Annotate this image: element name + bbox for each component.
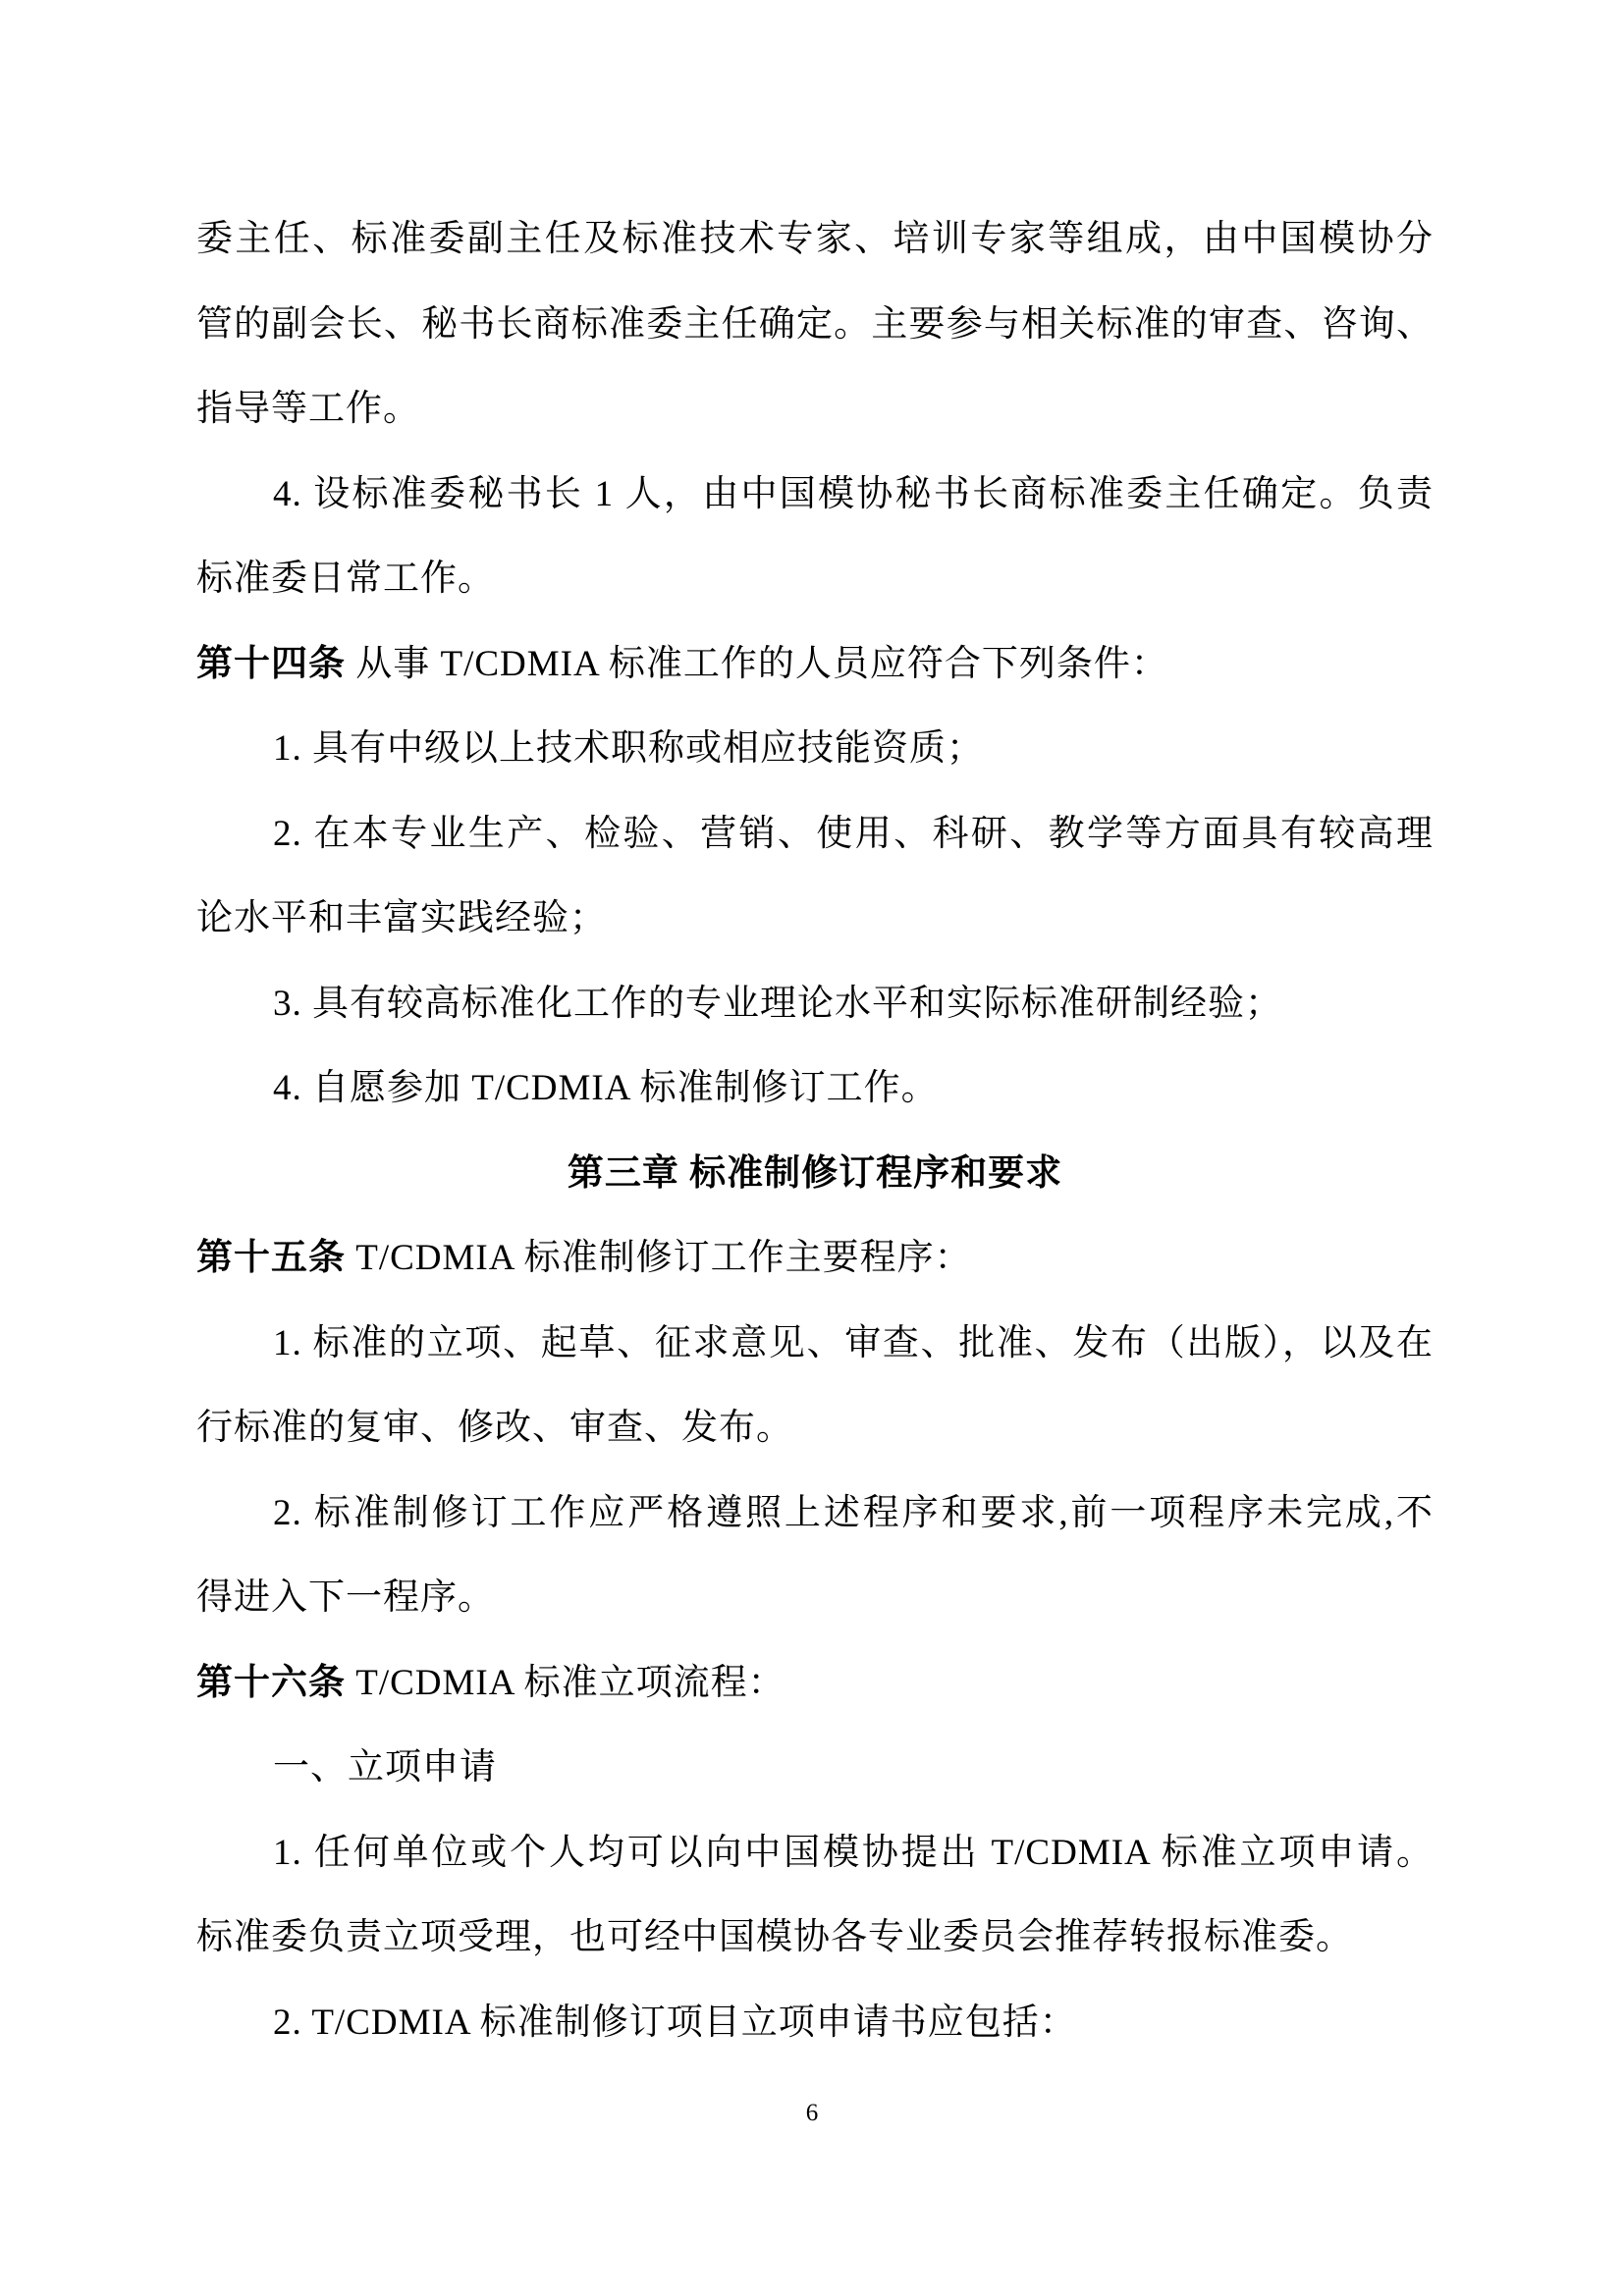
text-line bbox=[196, 1811, 1434, 1896]
text-line bbox=[196, 1556, 1434, 1641]
article-number: 第十五条 bbox=[196, 1238, 346, 1278]
text-line bbox=[196, 197, 1434, 283]
text-line bbox=[196, 1471, 1434, 1557]
line-text: 指导等工作。 bbox=[196, 389, 420, 429]
line-text: 2. 标准制修订工作应严格遵照上述程序和要求,前一项程序未完成,不 bbox=[273, 1492, 1434, 1533]
line-text: T/CDMIA 标准制修订工作主要程序： bbox=[346, 1238, 972, 1278]
line-text: 委主任、标准委副主任及标准技术专家、培训专家等组成，由中国模协分 bbox=[196, 219, 1434, 259]
line-text: 4. 自愿参加 T/CDMIA 标准制修订工作。 bbox=[273, 1068, 939, 1108]
text-line bbox=[196, 1216, 1434, 1302]
document-body bbox=[196, 197, 1434, 2065]
line-text: 得进入下一程序。 bbox=[196, 1577, 495, 1618]
line-text: 4. 设标准委秘书长 1 人，由中国模协秘书长商标准委主任确定。负责 bbox=[273, 473, 1434, 514]
line-text: 论水平和丰富实践经验； bbox=[196, 898, 607, 938]
text-line bbox=[196, 707, 1434, 792]
text-line bbox=[196, 622, 1434, 708]
line-text: 标准委负责立项受理，也可经中国模协各专业委员会推荐转报标准委。 bbox=[196, 1917, 1353, 1957]
text-line bbox=[196, 1132, 1434, 1217]
line-text: 从事 T/CDMIA 标准工作的人员应符合下列条件： bbox=[346, 643, 1168, 684]
text-line bbox=[196, 367, 1434, 453]
line-text: 2. 在本专业生产、检验、营销、使用、科研、教学等方面具有较高理 bbox=[273, 813, 1434, 854]
line-text: 1. 任何单位或个人均可以向中国模协提出 T/CDMIA 标准立项申请。 bbox=[273, 1832, 1434, 1873]
text-line bbox=[196, 1302, 1434, 1387]
text-line bbox=[196, 1896, 1434, 1981]
page-number: 6 bbox=[805, 2100, 819, 2126]
line-text: 1. 具有中级以上技术职称或相应技能资质； bbox=[273, 728, 984, 769]
text-line bbox=[196, 962, 1434, 1047]
line-text: 行标准的复审、修改、审查、发布。 bbox=[196, 1408, 793, 1448]
text-line bbox=[196, 1046, 1434, 1132]
text-line bbox=[196, 1981, 1434, 2066]
article-number: 第十六条 bbox=[196, 1662, 346, 1703]
text-line bbox=[196, 1386, 1434, 1471]
line-text: T/CDMIA 标准立项流程： bbox=[346, 1662, 785, 1703]
text-line bbox=[196, 1726, 1434, 1811]
text-line bbox=[196, 877, 1434, 962]
text-line bbox=[196, 537, 1434, 622]
line-text: 管的副会长、秘书长商标准委主任确定。主要参与相关标准的审查、咨询、 bbox=[196, 303, 1434, 345]
line-text: 第三章 标准制修订程序和要求 bbox=[567, 1152, 1063, 1194]
text-line bbox=[196, 453, 1434, 538]
line-text: 一、立项申请 bbox=[273, 1747, 497, 1788]
line-text: 2. T/CDMIA 标准制修订项目立项申请书应包括： bbox=[273, 2002, 1077, 2043]
line-text: 标准委日常工作。 bbox=[196, 559, 495, 599]
text-line bbox=[196, 1641, 1434, 1727]
text-line bbox=[196, 283, 1434, 368]
text-line bbox=[196, 792, 1434, 878]
article-number: 第十四条 bbox=[196, 643, 346, 684]
line-text: 3. 具有较高标准化工作的专业理论水平和实际标准研制经验； bbox=[273, 983, 1282, 1024]
line-text: 1. 标准的立项、起草、征求意见、审查、批准、发布（出版），以及在 bbox=[273, 1322, 1434, 1363]
